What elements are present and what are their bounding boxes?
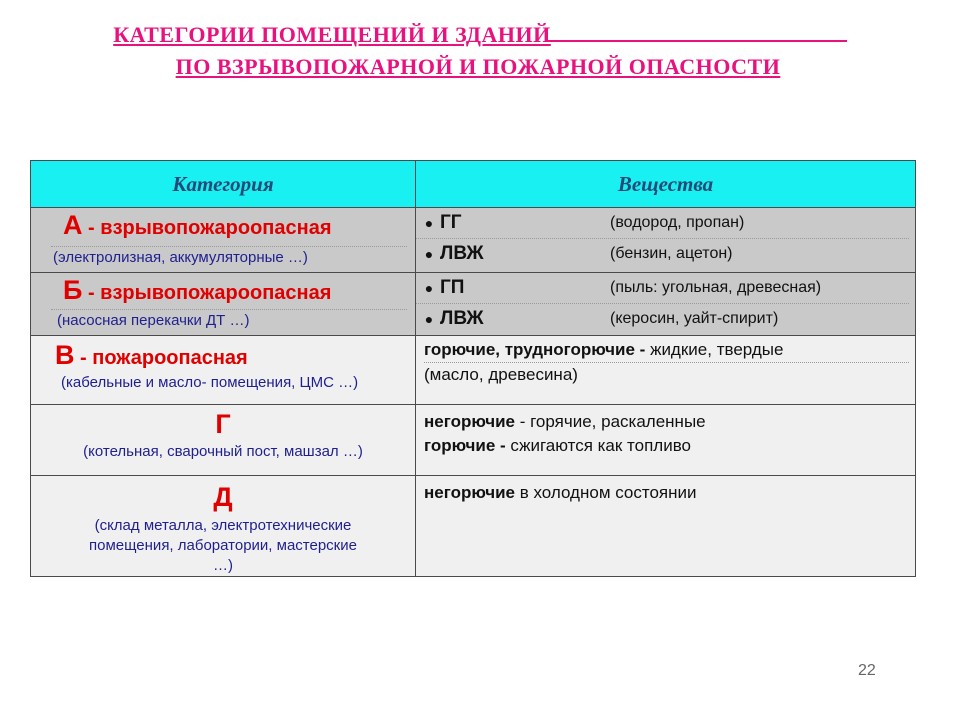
category-examples: (кабельные и масло- помещения, ЦМС …): [61, 374, 359, 391]
title-line-2: [0, 54, 958, 80]
substance-examples: (водород, пропан): [610, 214, 745, 231]
bullet-icon: ●: [424, 280, 434, 296]
category-examples: (котельная, сварочный пост, машзал …): [83, 443, 363, 460]
table-row: [31, 208, 916, 273]
bullet-icon: ●: [424, 246, 434, 262]
category-name: - взрывопожароопасная: [82, 217, 332, 239]
substance-abbr: ЛВЖ: [440, 243, 484, 264]
bullet-icon: ●: [424, 215, 434, 231]
page-number: 22: [858, 662, 876, 679]
category-letter: Д: [213, 482, 233, 512]
substance-abbr: ГП: [440, 277, 465, 298]
category-name: - взрывопожароопасная: [82, 282, 332, 304]
table-row: [31, 476, 916, 577]
category-examples: (электролизная, аккумуляторные …): [53, 249, 308, 266]
substance-abbr: ЛВЖ: [440, 308, 484, 329]
table-row: [31, 405, 916, 476]
substance-examples: (пыль: угольная, древесная): [610, 279, 822, 296]
title-line-2-text: ПО ВЗРЫВОПОЖАРНОЙ И ПОЖАРНОЙ ОПАСНОСТИ: [175, 54, 781, 79]
substance-examples: (бензин, ацетон): [610, 245, 733, 262]
substances-cell-d: [416, 476, 916, 577]
category-cell-b: [31, 273, 416, 336]
category-cell-d: [31, 476, 416, 577]
title-line-1: [0, 22, 960, 48]
category-examples: (склад металла, электротехнические помещения, лаборатории, мастерские …): [89, 517, 357, 574]
substance-abbr: ГГ: [440, 212, 462, 233]
table-row: [31, 273, 916, 336]
category-letter: А: [63, 210, 83, 240]
category-letter: Б: [63, 275, 83, 305]
title-line-1-text: КАТЕГОРИИ ПОМЕЩЕНИЙ И ЗДАНИЙ: [113, 22, 551, 47]
category-name: - пожароопасная: [74, 347, 248, 369]
substance-line: негорючие в холодном состоянии: [424, 483, 697, 502]
substance-line: негорючие - горячие, раскаленные: [424, 412, 706, 431]
substance-line: (масло, древесина): [424, 362, 909, 387]
category-letter: Г: [215, 409, 231, 439]
substances-cell-a: [416, 208, 916, 273]
category-cell-a: [31, 208, 416, 273]
header-substances: Вещества: [416, 161, 916, 208]
header-category: Категория: [31, 161, 416, 208]
category-cell-v: [31, 336, 416, 405]
category-cell-g: [31, 405, 416, 476]
substances-cell-v: [416, 336, 916, 405]
table-row: [31, 336, 916, 405]
categories-table: [30, 160, 916, 577]
category-examples: (насосная перекачки ДТ …): [57, 312, 250, 329]
substance-examples: (керосин, уайт-спирит): [610, 310, 779, 327]
substance-line: горючие - сжигаются как топливо: [424, 436, 692, 455]
title-underline: [547, 39, 847, 42]
substances-cell-b: [416, 273, 916, 336]
category-letter: В: [55, 340, 75, 370]
bullet-icon: ●: [424, 311, 434, 327]
substances-cell-g: [416, 405, 916, 476]
substance-line: горючие, трудногорючие - жидкие, твердые: [424, 340, 784, 359]
table-header-row: [31, 161, 916, 208]
